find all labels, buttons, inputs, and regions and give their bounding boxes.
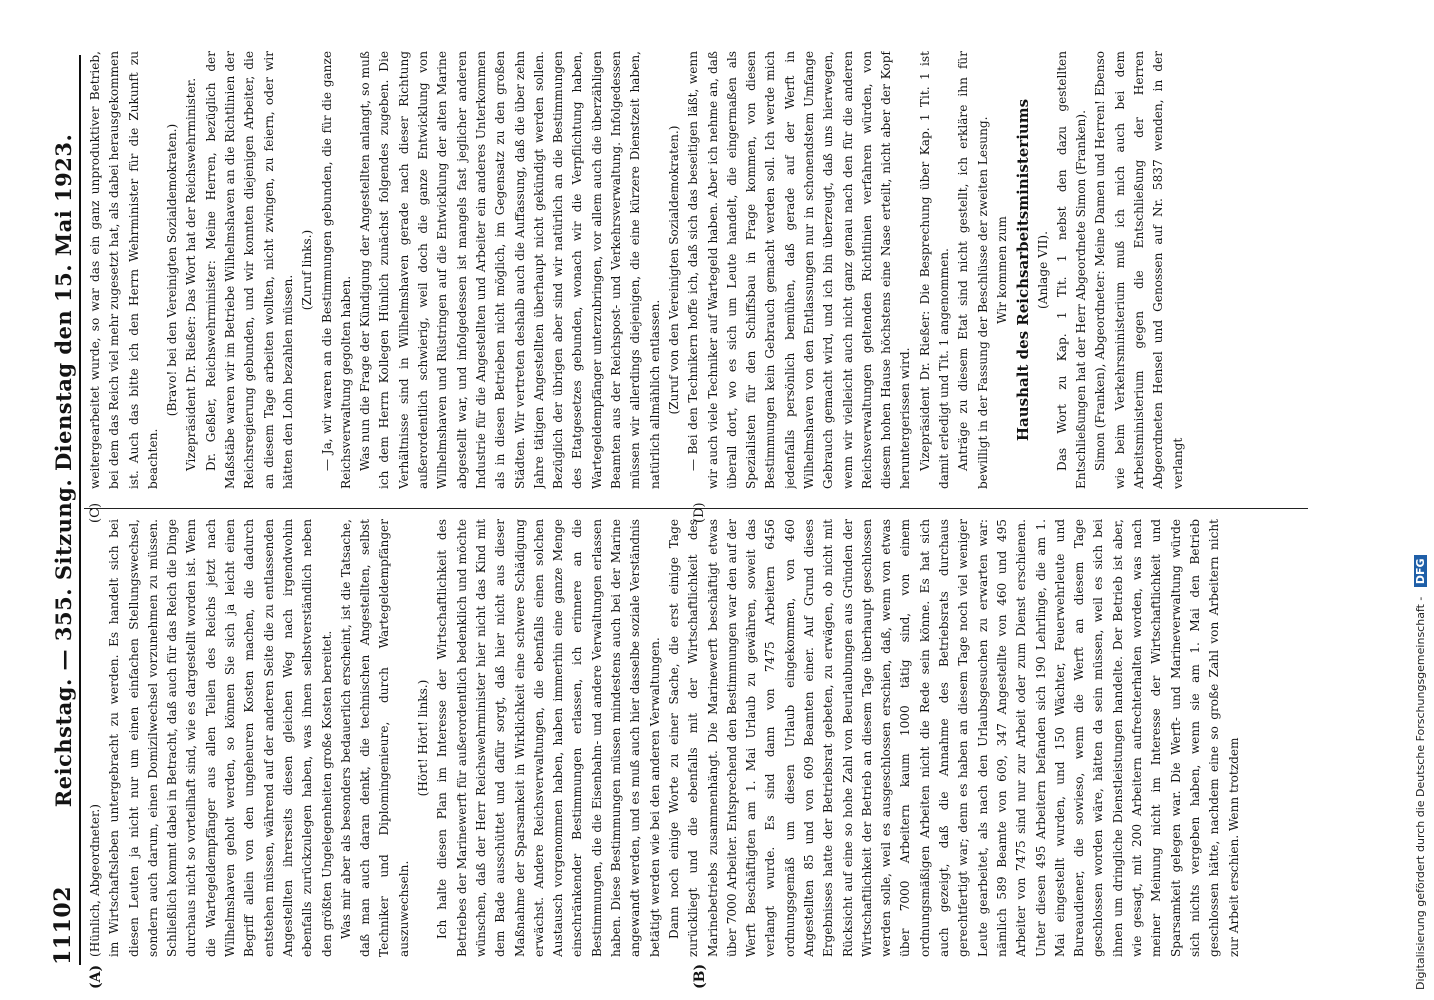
paragraph: Anträge zu diesem Etat sind nicht gestellt, ich erkläre ihn für bewilligt in der Fassung der Beschlüsse der zweiten Lesung. <box>956 51 990 489</box>
dfg-logo: DFG <box>1414 555 1427 587</box>
rotated-document-page <box>28 45 1328 989</box>
paragraph: Vizepräsident Dr. Rießer: Das Wort hat der Reichswehrminister. <box>184 77 199 471</box>
paragraph: Wir kommen zum <box>994 216 1009 324</box>
digitization-credit-text: Digitalisierung gefördert durch die Deutsche Forschungsgemeinschaft - <box>1414 596 1427 990</box>
paragraph: — Ja, wir waren an die Bestimmungen gebunden, die für die ganze Reichsverwaltung gegolten haben. <box>319 51 353 489</box>
paragraph: — Bei den Technikern hoffe ich, daß sich das beseitigen läßt, wenn wir auch viele Techniker auf Wartegeld haben. Aber ich nehme an, daß überall dort, wo es sich um Leute handelt, die eingermaßen als Spezialisten für den Schiffsbau in Frage kommen, von diesen Bestimmungen kein Gebrauch gemacht werden soll. Ich werde mich jedenfalls persönlich bemühen, daß gerade auf der Werft in Wilhelmshaven von den Entlassungen nur in schonendstem Umfange Gebrauch gemacht wird, und ich bin überzeugt, daß uns hierwegen, wenn wir vielleicht auch nicht ganz genau nach den für die anderen Reichsverwaltungen geltenden Richtlinien verfahren würden, von diesem hohen Hause höchstens eine Nase erteilt, nicht aber der Kopf heruntergerissen wird. <box>686 51 913 489</box>
margin-label-d: (D) <box>692 502 707 523</box>
paragraph: Das Wort zu Kap. 1 Tit. 1 nebst den dazu gestellten Entschließungen hat der Herr Abgeordnete Simon (Franken). <box>1054 51 1089 489</box>
margin-label-a: (A) <box>88 964 104 989</box>
interjection: (Zuruf links.) <box>300 229 315 311</box>
page-header-title: Reichstag. — 355. Sitzung. Dienstag den 15. Mai 1923. <box>51 133 76 808</box>
speaker-note: (Hünlich, Abgeordneter.) <box>88 804 102 957</box>
paragraph: Dr. Geßler, Reichswehrminister: Meine Herren, bezüglich der Maßstäbe waren wir im Betriebe Wilhelmshaven an die Richtlinien der Reichsregierung gebunden, und wir konnten diejenigen Arbeiter, die an diesem Tage arbeiten wollten, nicht zwingen, zu feiern, oder wir hätten den Lohn bezahlen müssen. <box>203 51 295 489</box>
left-column <box>86 519 1308 957</box>
right-column <box>86 51 1308 489</box>
paragraph: im Wirtschaftsleben untergebracht zu werden. Es handelt sich bei diesen Leuten ja nicht nur um einen einfachen Stellungswechsel, sondern auch darum, einen Domizilwechsel vorzunehmen zu müssen. Schließlich kommt dabei in Betracht, daß auch für das Reich die Dinge durchaus nicht so vorteilhaft sind, wie es dargestellt worden ist. Wenn die Wartegeldempfänger aus allen Teilen des Reichs jetzt nach Wilhelmshaven geholt werden, so können Sie sich ja leicht einen Begriff allein von den ungeheuren Kosten machen, die dadurch entstehen müssen, während auf der anderen Seite die zu entlassenden Angestellten ihrerseits diesen gleichen Weg nach irgendwohin ebenfalls zurückzulegen haben, was ihnen selbstverständlich neben den größten Ungelegenheiten große Kosten bereitet. <box>107 519 334 957</box>
digitization-credit <box>1410 6 1432 991</box>
page-number: 11102 <box>50 885 76 965</box>
interjection: (Bravo! bei den Vereinigten Sozialdemokraten.) <box>165 123 180 417</box>
paragraph: Was mir aber als besonders bedauerlich erscheint, ist die Tatsache, daß man auch daran denkt, die technischen Angestellten, selbst Techniker und Diplomingenieure, durch Wartegeldempfänger auszuwechseln. <box>338 519 411 957</box>
paragraph: Vizepräsident Dr. Rießer: Die Besprechung über Kap. 1 Tit. 1 ist damit erledigt und Tit. 1 angenommen. <box>917 51 952 489</box>
paragraph: Was nun die Frage der Kündigung der Angestellten anlangt, so muß ich dem Herrn Kollegen Hünlich zunächst folgendes zugeben. Die Verhältnisse sind in Wilhelmshaven gerade nach dieser Richtung außerordentlich schwierig, weil doch die ganze Entwicklung von Wilhelmshaven und Rüstringen auf die Entwicklung der alten Marine abgestellt war, und infolgedessen ist mangels fast jeglicher anderen Industrie für die Angestellten und Arbeiter ein anderes Unterkommen als in diesen Betrieben nicht möglich, im Gegensatz zu den großen Städten. Wir vertreten deshalb auch die Auffassung, daß die über zehn Jahre tätigen Angestellten überhaupt nicht gekündigt werden sollen. Bezüglich der übrigen aber sind wir natürlich an die Bestimmungen des Etatgesetzes gebunden, wonach wir die Verpflichtung haben, Wartegeldempfänger unterzubringen, vor allem auch die überzähligen Beamten aus der Reichspost- und Verkehrsverwaltung. Infolgedessen müssen wir allerdings diejenigen, die eine kürzere Dienstzeit haben, natürlich allmählich entlassen. <box>358 51 662 489</box>
section-subheading: (Anlage VII). <box>1035 231 1050 309</box>
paragraph: Dann noch einige Worte zu einer Sache, die erst einige Tage zurückliegt und die ebenfalls mit der Wirtschaftlichkeit des Marinebetriebs zusammenhängt. Die Marinewerft beschäftigt etwas über 7000 Arbeiter. Entsprechend den Bestimmungen war den auf der Werft Beschäftigten am 1. Mai Urlaub zu gewähren, soweit das verlangt wurde. Es sind dann von 7475 Arbeitern 6456 ordnungsgemäß um diesen Urlaub eingekommen, von 460 Angestellten 85 und von 609 Beamten einer. Auf Grund dieses Ergebnisses hatte der Betriebsrat gebeten, zu erwägen, ob nicht mit Rücksicht auf eine so hohe Zahl von Beurlaubungen aus Gründen der Wirtschaftlichkeit der Betrieb an diesem Tage überhaupt geschlossen werden solle, weil es ausgeschlossen erschien, daß, wenn von etwas über 7000 Arbeitern kaum 1000 tätig sind, von einem ordnungsmäßigen Arbeiten nicht die Rede sein könne. Es hat sich auch gezeigt, daß die Annahme des Betriebsrats durchaus gerechtfertigt war; denn es haben an diesem Tage noch viel weniger Leute gearbeitet, als nach den Urlaubsgesuchen zu erwarten war: nämlich 589 Beamte von 609, 347 Angestellte von 460 und 495 Arbeiter von 7475 sind nur zur Arbeit oder zum Dienst erschienen. Unter diesen 495 Arbeitern befanden sich 190 Lehrlinge, die am 1. Mai eingestellt wurden, und 150 Wächter, Feuerwehrleute und Bureaudiener, die sowieso, wenn die Werft an diesem Tage geschlossen worden wäre, hätten da sein müssen, weil es sich bei ihnen um dringliche Dienstleistungen handelte. Der Betrieb ist aber, wie gesagt, mit 200 Arbeitern aufrechterhalten worden, was nach meiner Meinung nicht im Interesse der Wirtschaftlichkeit und Sparsamkeit gelegen war. Die Werft- und Marineverwaltung würde sich nichts vergeben haben, wenn sie am 1. Mai den Betrieb geschlossen hätte, nachdem eine so große Zahl von Arbeitern nicht zur Arbeit erschien. Wenn trotzdem <box>666 519 1241 957</box>
section-heading: Haushalt des Reichsarbeitsministeriums <box>1014 98 1033 442</box>
interjection: (Hört! Hört! links.) <box>416 679 431 797</box>
margin-label-c: (C) <box>88 502 103 523</box>
margin-label-b: (B) <box>692 963 708 989</box>
page-header <box>32 55 81 965</box>
paragraph: Simon (Franken), Abgeordneter: Meine Damen und Herren! Ebenso wie beim Verkehrsministerium muß ich mich auch bei dem Arbeitsministerium gegen die Entschließung der Herren Abgeordneten Hensel und Genossen auf Nr. 5837 wenden, in der verlangt <box>1093 51 1185 489</box>
paragraph: weitergearbeitet wurde, so war das ein ganz unproduktiver Betrieb, bei dem das Reich viel mehr zugesetzt hat, als dabei herausgekommen ist. Auch das bitte ich den Herrn Wehrminister für die Zukunft zu beachten. <box>88 51 160 489</box>
paragraph: Ich halte diesen Plan im Interesse der Wirtschaftlichkeit des Betriebes der Marinewerft für außerordentlich bedenklich und möchte wünschen, daß der Herr Reichswehrminister hier nicht das Kind mit dem Bade ausschüttet und dafür sorgt, daß hier nicht aus dieser Maßnahme der Sparsamkeit in Wirklichkeit eine schwere Schädigung erwächst. Andere Reichsverwaltungen, die ebenfalls einen solchen Austausch vorgenommen haben, haben immerhin eine ganze Menge einschränkender Bestimmungen erlassen, ich erinnere an die Bestimmungen, die die Eisenbahn- und andere Verwaltungen erlassen haben. Diese Bestimmungen müssen mindestens auch bei der Marine angewandt werden, und es muß auch hier dasselbe soziale Verständnis betätigt werden wie bei den anderen Verwaltungen. <box>435 519 662 957</box>
interjection: (Zuruf von den Vereinigten Sozialdemokraten.) <box>666 125 681 415</box>
